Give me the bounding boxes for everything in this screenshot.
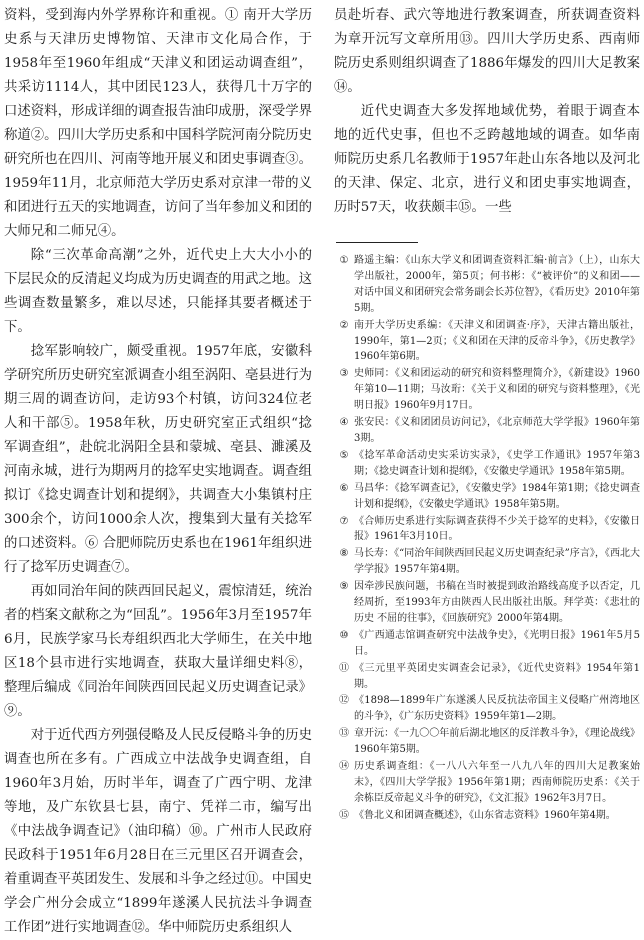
footnote-text: 历史系调查组：《一八八六年至一八九八年的四川大足教案始末》，《四川大学学报》1956年第1期；西南师院历史系：《关于余栋臣反帝起义斗争的研究》，《文汇报》1962年3月7日。	[354, 761, 640, 804]
footnote-7	[334, 514, 640, 546]
body-paragraph-3: 捻军影响较广，颇受重视。1957年底，安徽科学研究所历史研究室派调查小组至涡阳、亳县进行为期三周的调查访问，走访93个村镇，访问324位老人和干部⑤。1958年秋，历史研究室正式组织“捻军调查组”，赴皖北涡阳全县和蒙城、亳县、濉溪及河南永城，进行为期两月的捻军史实地调查。调查组拟订《捻史调查计划和提纲》，共调查大小集镇村庄300余个，访问1000余人次，搜集到大量有关捻军的口述资料。⑥ 合肥师院历史系也在1961年组织进行了捻军历史调查⑦。	[4, 344, 312, 575]
footnote-14	[334, 759, 640, 807]
footnote-number: ⑫	[339, 695, 349, 707]
footnote-text: 史师同：《义和团运动的研究和资料整理简介》，《新建设》1960年第10—11期；马汝珩：《关于义和团的研究与资料整理》，《光明日报》1960年9月17日。	[354, 368, 640, 412]
footnote-number: ⑤	[339, 449, 349, 461]
footnote-text: 《合师历史系进行实际调查获得不少关于捻军的史料》，《安徽日报》1961年3月10日。	[354, 515, 640, 543]
footnote-2	[334, 318, 640, 366]
body-paragraph-6: 员赴圻春、武穴等地进行教案调查，所获调查资料为章开沅写文章所用⑬。四川大学历史系、西南师院历史系则组织调查了1886年爆发的四川大足教案⑭。	[334, 8, 640, 95]
body-paragraph-1: 资料，受到海内外学界称许和重视。① 南开大学历史系与天津历史博物馆、天津市文化局合作，于1958年至1960年组成“天津义和团运动调查组”，共采访1114人，其中团民123人，获得几十万字的口述资料，形成详细的调查报告油印成册，深受学界称道②。四川大学历史系和中国科学院河南分院历史研究所也在四川、河南等地开展义和团史事调查③。1959年11月，北京师范大学历史系对京津一带的义和团进行五天的实地调查，访问了当年参加义和团的大师兄和二师兄④。	[4, 8, 312, 239]
footnote-number: ②	[339, 319, 349, 331]
left-column	[4, 4, 312, 940]
footnote-number: ⑨	[339, 581, 349, 593]
footnote-text: 《捻军革命活动史实采访实录》，《史学工作通讯》1957年第3期；《捻史调查计划和提纲》，《安徽史学通讯》1958年第5期。	[354, 449, 640, 477]
footnote-3	[334, 366, 640, 414]
footnote-number: ①	[339, 255, 349, 266]
footnote-number: ③	[339, 368, 349, 380]
right-column	[334, 4, 640, 825]
footnote-text: 《1898—1899年广东遂溪人民反抗法帝国主义侵略广州湾地区的斗争》，《广东历史资料》1959年第1—2期。	[354, 695, 640, 723]
footnote-number: ⑪	[339, 662, 349, 674]
footnote-number: ⑧	[339, 548, 349, 560]
body-paragraph-2: 除“三次革命高潮”之外，近代史上大大小小的下层民众的反清起义均成为历史调查的用武之地。这些调查数量繁多，难以尽述，只能择其要者概述于下。	[4, 248, 312, 335]
footnote-15	[334, 808, 640, 824]
footnote-text: 南开大学历史系编：《天津义和团调查·序》，天津古籍出版社，1990年，第1—2页；《义和团在天津的反帝斗争》，《历史教学》1960年第6期。	[354, 319, 640, 363]
footnote-divider	[336, 242, 418, 243]
footnote-number: ④	[339, 417, 349, 429]
footnote-8	[334, 546, 640, 578]
footnote-number: ⑬	[339, 728, 349, 740]
footnote-1	[334, 253, 640, 317]
footnote-number: ⑭	[339, 761, 349, 773]
footnote-13	[334, 726, 640, 758]
footnote-12	[334, 693, 640, 725]
footnote-text: 《三元里平英团史实调查会记录》，《近代史资料》1954年第1期。	[354, 662, 640, 690]
footnote-text: 章开沅：《一九〇〇年前后湖北地区的反洋教斗争》，《理论战线》1960年第5期。	[354, 728, 640, 756]
footnote-text: 《鲁北义和团调查概述》，《山东省志资料》1960年第4期。	[354, 809, 616, 821]
footnote-text: 张安民：《义和团团员访问记》，《北京师范大学学报》1960年第3期。	[354, 417, 640, 444]
footnote-text: 路遥主编：《山东大学义和团调查资料汇编·前言》（上），山东大学出版社，2000年，第5页；何书彬：《“被评价”的义和团——对话中国义和团研究会常务副会长苏位智》，《看历史》2010年第5期。	[354, 255, 640, 314]
footnote-text: 马昌华：《捻军调查记》，《安徽史学》1984年第1期；《捻史调查计划和提纲》，《安徽史学通讯》1958年第5期。	[354, 482, 640, 510]
footnote-list	[334, 253, 640, 824]
footnote-5	[334, 448, 640, 480]
body-paragraph-7: 近代史调查大多发挥地域优势，着眼于调查本地的近代史事，但也不乏跨越地域的调查。如华南师院历史系几名教师于1957年赴山东各地以及河北的天津、保定、北京，进行义和团史事实地调查，历时57天，收获颇丰⑮。一些	[334, 104, 640, 215]
footnote-number: ⑮	[339, 809, 349, 821]
footnote-text: 因牵涉民族问题，书稿在当时被提到政治路线高度予以否定，几经周折，至1993年方由陕西人民出版社出版。拜学英：《悲壮的历史 不屈的往事》，《回族研究》2000年第4期。	[354, 581, 640, 624]
footnote-4	[334, 415, 640, 447]
footnote-text: 《广西通志馆调查研究中法战争史》，《光明日报》1961年5月5日。	[354, 629, 640, 657]
footnote-number: ⑥	[339, 482, 349, 494]
body-paragraph-5: 对于近代西方列强侵略及人民反侵略斗争的历史调查也所在多有。广西成立中法战争史调查组，自1960年3月始，历时半年，调查了广西宁明、龙津等地，及广东钦县七县，南宁、凭祥二市，编写出《中法战争调查记》（油印稿）⑩。广州市人民政府民政科于1951年6月28日在三元里区召开调查会，着重调查平英团发生、发展和斗争之经过⑪。中国史学会广州分会成立“1899年遂溪人民抗法斗争调查工作团”进行实地调查⑫。华中师院历史系组织人	[4, 728, 312, 935]
footnote-number: ⑩	[339, 629, 349, 641]
footnote-11	[334, 661, 640, 693]
body-paragraph-4: 再如同治年间的陕西回民起义，震惊清廷，统治者的档案文献称之为“回乱”。1956年3月至1957年6月，民族学家马长寿组织西北大学师生，在关中地区18个县市进行实地调查，获取大量详细史料⑧，整理后编成《同治年间陕西回民起义历史调查记录》⑨。	[4, 584, 312, 719]
footnote-9	[334, 579, 640, 627]
footnote-6	[334, 481, 640, 513]
footnote-10	[334, 628, 640, 660]
footnote-number: ⑦	[339, 515, 349, 527]
footnote-text: 马长寿：《“同治年间陕西回民起义历史调查纪录”序言》，《西北大学学报》1957年第4期。	[354, 548, 640, 576]
